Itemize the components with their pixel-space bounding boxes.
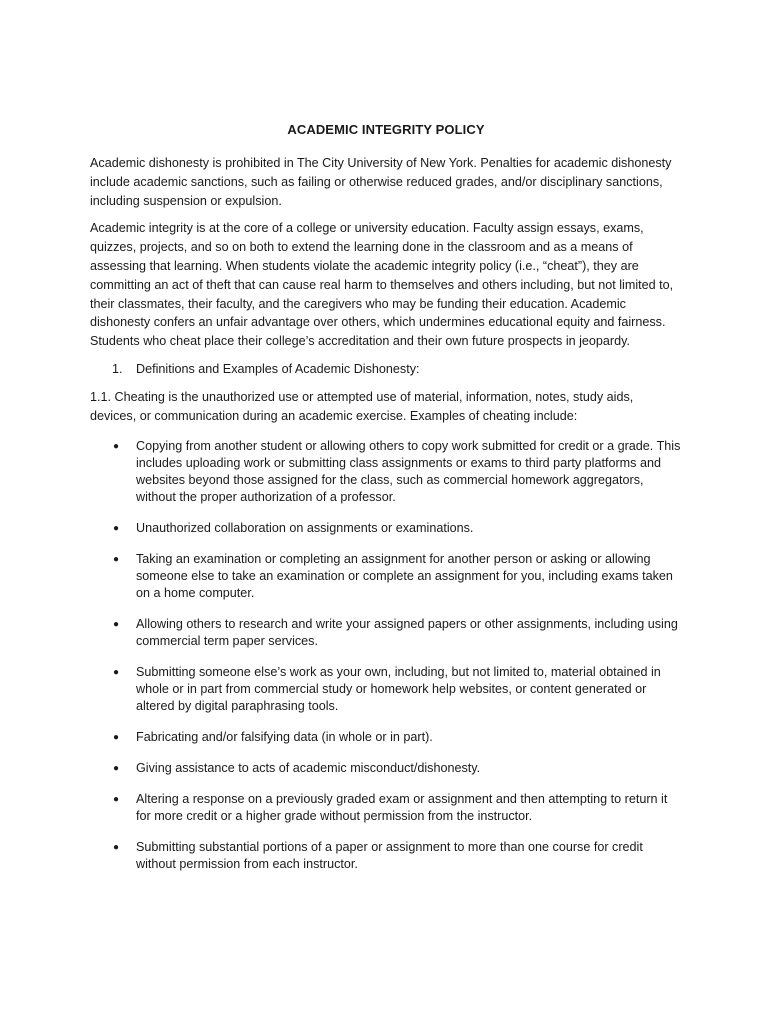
list-item: [90, 791, 682, 825]
list-item: [90, 551, 682, 602]
integrity-paragraph: Academic integrity is at the core of a college or university education. Faculty assign essays, exams, quizzes, projects, and so on both to extend the learning done in the classroom and as a means of assessing that learning. When students violate the academic integrity policy (i.e., “cheat”), they are committing an act of theft that can cause real harm to themselves and others including, but not limited to, their classmates, their faculty, and the caregivers who may be funding their education. Academic dishonesty confers an unfair advantage over others, which undermines educational equity and fairness. Students who cheat place their college’s accreditation and their own future prospects in jeopardy.: [90, 221, 674, 349]
list-item-text: Giving assistance to acts of academic misconduct/dishonesty.: [136, 761, 481, 776]
bullet-icon: ●: [113, 523, 120, 535]
list-item-text: Submitting substantial portions of a paper or assignment to more than one course for credit without permission from each instructor.: [136, 840, 643, 872]
section-heading-text: Definitions and Examples of Academic Dishonesty:: [136, 361, 420, 376]
bullet-icon: ●: [113, 763, 120, 775]
list-item-text: Allowing others to research and write your assigned papers or other assignments, including using commercial term paper services.: [136, 617, 678, 649]
bullet-icon: ●: [113, 619, 120, 631]
list-item: [90, 839, 682, 873]
list-item-text: Submitting someone else’s work as your own, including, but not limited to, material obtained in whole or in part from commercial study or homework help websites, or content generated or altered by digital paraphrasing tools.: [136, 665, 661, 714]
cheating-examples-list: [90, 438, 682, 873]
bullet-icon: ●: [113, 842, 120, 854]
section-heading: [90, 360, 682, 379]
list-item: [90, 520, 682, 537]
list-item-text: Unauthorized collaboration on assignments or examinations.: [136, 521, 474, 536]
list-item: [90, 616, 682, 650]
bullet-icon: ●: [113, 732, 120, 744]
list-item-text: Copying from another student or allowing others to copy work submitted for credit or a grade. This includes uploading work or submitting class assignments or exams to third party platforms and websites beyond those assigned for the class, such as commercial homework aggregators, without the proper authorization of a professor.: [136, 439, 681, 505]
document-title: ACADEMIC INTEGRITY POLICY: [287, 122, 485, 137]
bullet-icon: ●: [113, 794, 120, 806]
list-item-text: Altering a response on a previously graded exam or assignment and then attempting to return it for more credit or a higher grade without permission from the instructor.: [136, 792, 668, 824]
bullet-icon: ●: [113, 667, 120, 679]
section-number: 1.: [112, 361, 123, 376]
list-item-text: Taking an examination or completing an assignment for another person or asking or allowing someone else to take an examination or complete an assignment for you, including exams taken on a home computer.: [136, 552, 673, 601]
list-item: [90, 729, 682, 746]
list-item-text: Fabricating and/or falsifying data (in whole or in part).: [136, 730, 433, 745]
subsection-paragraph: 1.1. Cheating is the unauthorized use or attempted use of material, information, notes, study aids, devices, or communication during an academic exercise. Examples of cheating include:: [90, 389, 634, 423]
list-item: [90, 438, 682, 506]
intro-paragraph: Academic dishonesty is prohibited in The City University of New York. Penalties for academic dishonesty include academic sanctions, such as failing or otherwise reduced grades, and/or disciplinary sanctions, including suspension or expulsion.: [90, 156, 672, 208]
list-item: [90, 760, 682, 777]
list-item: [90, 664, 682, 715]
bullet-icon: ●: [113, 554, 120, 566]
bullet-icon: ●: [113, 441, 120, 453]
